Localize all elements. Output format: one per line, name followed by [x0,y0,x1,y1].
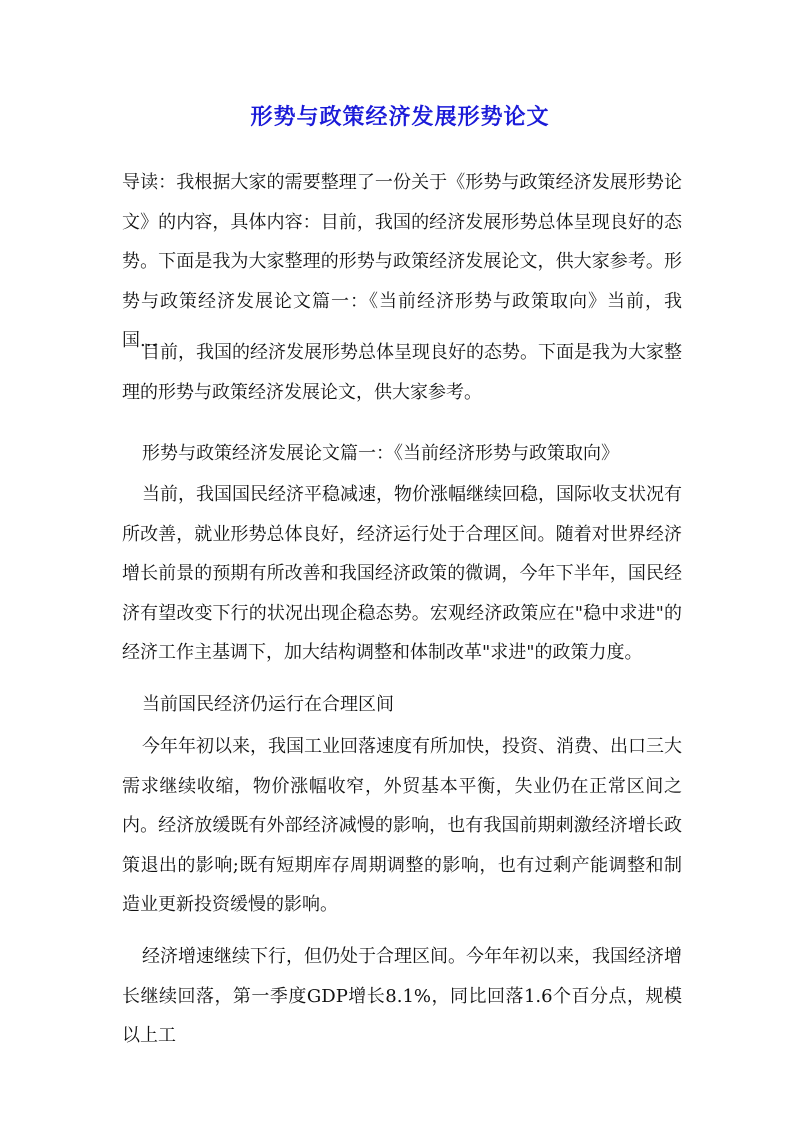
subheading-reasonable-range: 当前国民经济仍运行在合理区间 [142,694,394,715]
body-paragraph-growth-slowdown: 经济增速继续下行，但仍处于合理区间。今年年初以来，我国经济增长继续回落，第一季度GDP增长8.1%，同比回落1.6个百分点，规模以上工 [122,946,682,1047]
document-title: 形势与政策经济发展形势论文 [250,104,550,130]
body-paragraph-current-situation: 当前，我国国民经济平稳减速，物价涨幅继续回稳，国际收支状况有所改善，就业形势总体良好，经济运行处于合理区间。随着对世界经济增长前景的预期有所改善和我国经济政策的微调，今年下半年，国民经济有望改变下行的状况出现企稳态势。宏观经济政策应在"稳中求进"的经济工作主基调下，加大结构调整和体制改革"求进"的政策力度。 [122,484,682,664]
body-paragraph-since-year-start: 今年年初以来，我国工业回落速度有所加快，投资、消费、出口三大需求继续收缩，物价涨幅收窄，外贸基本平衡，失业仍在正常区间之内。经济放缓既有外部经济减慢的影响，也有我国前期刺激经济增长政策退出的影响;既有短期库存周期调整的影响，也有过剩产能调整和制造业更新投资缓慢的影响。 [122,736,682,916]
intro-paragraph: 导读：我根据大家的需要整理了一份关于《形势与政策经济发展形势论文》的内容，具体内容：目前，我国的经济发展形势总体呈现良好的态势。下面是我为大家整理的形势与政策经济发展论文，供大家参考。形势与政策经济发展论文篇一：《当前经济形势与政策取向》当前，我国... [122,172,682,352]
summary-paragraph: 目前，我国的经济发展形势总体呈现良好的态势。下面是我为大家整理的形势与政策经济发展论文，供大家参考。 [122,342,682,403]
section-heading-article-one: 形势与政策经济发展论文篇一：《当前经济形势与政策取向》 [142,443,619,464]
